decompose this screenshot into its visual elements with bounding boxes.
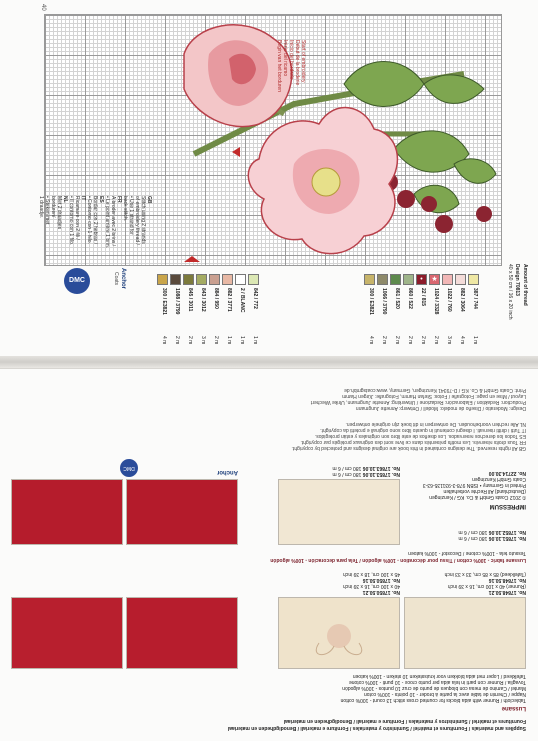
thread-swatch <box>390 274 401 285</box>
thread-swatch <box>157 274 168 285</box>
fabric-note-2: Tessuto tela - 100% cotone / Decostof - 100% katoen <box>408 550 526 556</box>
thread-code: 1022 / 760 <box>446 288 452 312</box>
thread-qty: 1 m <box>252 336 258 345</box>
thread-swatch <box>442 274 453 285</box>
page-number: 40 <box>40 4 46 11</box>
thread-swatch <box>235 274 246 285</box>
fabric-sample-red-1 <box>126 597 238 669</box>
product-rows-2: No. 17853.10.06 180 cm / 6 m No. 17863.10.06 180 cm / 6 m <box>332 465 400 477</box>
thread-code: 300 / E3821 <box>368 288 374 315</box>
fabric-note: Lussane fabric - 100% cotton / Tissu pour décoration - 100% algodón / Tela para decoración - 100% algodón <box>270 557 526 563</box>
thread-qty: 3 m <box>446 336 452 345</box>
lusanne-title: Lussane <box>501 705 526 711</box>
supplies-heading-2: Fournitures et matériel / Suministros y materiales / Forniture e materiali / Benodigdheden en materiaal <box>283 718 526 724</box>
dmc-logo-bottom: DMC <box>120 459 138 477</box>
fabric-sample-floral <box>278 479 400 545</box>
thread-code: 843 / 3012 <box>200 288 206 312</box>
thread-qty: 2 m <box>187 336 193 345</box>
thread-qty: 3 m <box>200 336 206 345</box>
thread-qty: 2 m <box>174 336 180 345</box>
thread-code: 2 / BLANC <box>239 288 245 313</box>
thread-swatch <box>364 274 375 285</box>
anchor-logo-bottom: Anchor <box>217 469 238 475</box>
anchor-logo: Anchor <box>120 268 126 289</box>
product-1: No. 17848.50.21 (Runner) 40 x 100 cm, 16 x 39 inch No. 17848.50.16 (Tafelkleed) 85 x 85 cm, 33 x 33 inch <box>444 571 526 595</box>
design-label: Design 70813 <box>514 264 520 296</box>
thread-swatch <box>222 274 233 285</box>
thread-swatch <box>248 274 259 285</box>
product-rows: No. 17851.10.06 180 cm / 6 m No. 17852.10.06 180 cm / 6 m <box>458 529 526 541</box>
thread-swatch <box>377 274 388 285</box>
thread-swatch: • <box>416 274 427 285</box>
thread-qty: 1 m <box>472 336 478 345</box>
thread-code: 882 / 3771 <box>226 288 232 312</box>
fabric-sample-cream <box>404 597 526 669</box>
supplies-page <box>0 368 538 741</box>
thread-swatch <box>468 274 479 285</box>
product-2: No. 17850.50.21 40 x 100 cm, 16 x 39 inch No. 17850.50.16 45 x 100 cm, 18 x 39 inch <box>343 571 400 595</box>
thread-qty: 2 m <box>420 336 426 345</box>
thread-qty: 2 m <box>381 336 387 345</box>
chart-page <box>0 0 538 356</box>
thread-code: 861 / 520 <box>394 288 400 309</box>
thread-swatch <box>183 274 194 285</box>
fabric-sample-red-4 <box>11 479 123 545</box>
thread-swatch: ★ <box>429 274 440 285</box>
lusanne-desc: Tablecloth / Runner with aida blocks for counted cross stitch 13 count - 100% cotton Nappe / Chemin de table avec la partie à broder - 10 points - 100% coton Mantel / Camino de mesa con bloques de punto de cruz 10 puntos - 100% algodón Tovaglia / Runner con parti in tela aida per punto croce - 10 punti - 100% cotone Tafelkleed / Loper met aida blokken voor kruissteken 10 steken - 100% katoen <box>340 673 526 703</box>
fabric-sample-red-2 <box>11 597 123 669</box>
thread-code: 387 / 744 <box>472 288 478 309</box>
thread-code: 22 / 815 <box>420 288 426 307</box>
thread-qty: 4 m <box>368 336 374 345</box>
imprint-title: IMPRESSUM <box>489 503 526 509</box>
credits: Design: Moderatio / Diseño de modelo: Modell / Ontwerp: Annette Jungmann Production: Redaktion / Elaboración: Redazione / Uitwerking: Annette Jungmann, Ulrike Wiechert Layout / Mise en page: Fotografie / Fotos: Stefan Hamm, Fotografie: Jürgen Hamm Print: Coats GmbH & Co. KG / D-79341 Kenzingen, Germany, www.coatsgmbh.de <box>310 387 526 411</box>
thread-swatch <box>403 274 414 285</box>
thread-swatch <box>209 274 220 285</box>
stitch-instructions: GB Stitch using 2 strands of embroidery thread / • Use 1 strand for back stitch. FR A broder avec 2 brins / • Le point arrière 1 brin. ES Bordar con 2 hebras / • Contorno con 1 hilo. IT Ricamare con 2 fili / • Il contorno con 1 filo. NL Met 2 draadjes borduren/ • Steken met 1 draadje. <box>38 196 152 249</box>
thread-qty: 2 m <box>394 336 400 345</box>
thread-code: 882 / 3064 <box>459 288 465 312</box>
thread-code: 884 / 950 <box>213 288 219 309</box>
thread-key <box>8 262 528 354</box>
thread-qty: 4 m <box>161 336 167 345</box>
rose-flower <box>248 108 397 254</box>
copyright-blocks: GB All rights reserved. The designs contained in this book are original designs and protected by copyright. FR Tous droits réservés. Les motifs présentés dans ce livre sont des originaux protégés par copyright. ES Todos los derechos reservados. Los diseños de este libro son originales y están protegidos. IT Tutti i diritti riservati. I disegni contenuti in questo libro sono originali e protetti da copyright. NL Alle rechten voorbehouden. De ontwerpen in dit boek zijn originele ontwerpen. <box>291 421 526 451</box>
thread-code: 845 / 3011 <box>187 288 193 312</box>
thread-qty: 4 m <box>459 336 465 345</box>
book-gutter <box>0 356 538 368</box>
thread-qty: 1 m <box>239 336 245 345</box>
thread-code: 1088 / 3799 <box>174 288 180 315</box>
design-size: 40 x 50 cm / 16 x 20 inch <box>507 264 513 320</box>
thread-swatch <box>455 274 466 285</box>
thread-qty: 2 m <box>407 336 413 345</box>
key-header: Amount of thread <box>522 264 528 306</box>
thread-swatch <box>170 274 181 285</box>
thread-code: 300 / E3821 <box>161 288 167 315</box>
thread-qty: 2 m <box>213 336 219 345</box>
dmc-logo: DMC <box>64 268 90 294</box>
thread-code: 1066 / 3790 <box>381 288 387 315</box>
anchor-sub: Coats <box>113 272 119 286</box>
fabric-sample-red-3 <box>126 479 238 545</box>
thread-qty: 2 m <box>433 336 439 345</box>
supplies-heading: Supplies and materials / Fournitures et matériel / Suministro y materiales / Forniture e materiali / Benodigdheden en materiaal <box>227 725 526 731</box>
thread-code: 842 / 772 <box>252 288 258 309</box>
imprint-lines: © 2012 Coats GmbH & Co. KG / Kenzingen (Deutschland) All Rechte vorbehalten Printed in Germany • ISBN 978-3-931135-63-3 Coats GmbH Kenzingen No. 22714.30.00 <box>422 470 526 500</box>
thread-qty: 1 m <box>226 336 232 345</box>
fabric-sample-angel <box>278 597 400 669</box>
thread-swatch <box>196 274 207 285</box>
thread-code: 1024 / 3328 <box>433 288 439 315</box>
thread-code: 860 / 522 <box>407 288 413 309</box>
start-legend: Start of embroidery Début de la broderie Inicio del bordado Inizio del ricamo Begin van het borduren <box>276 40 306 92</box>
